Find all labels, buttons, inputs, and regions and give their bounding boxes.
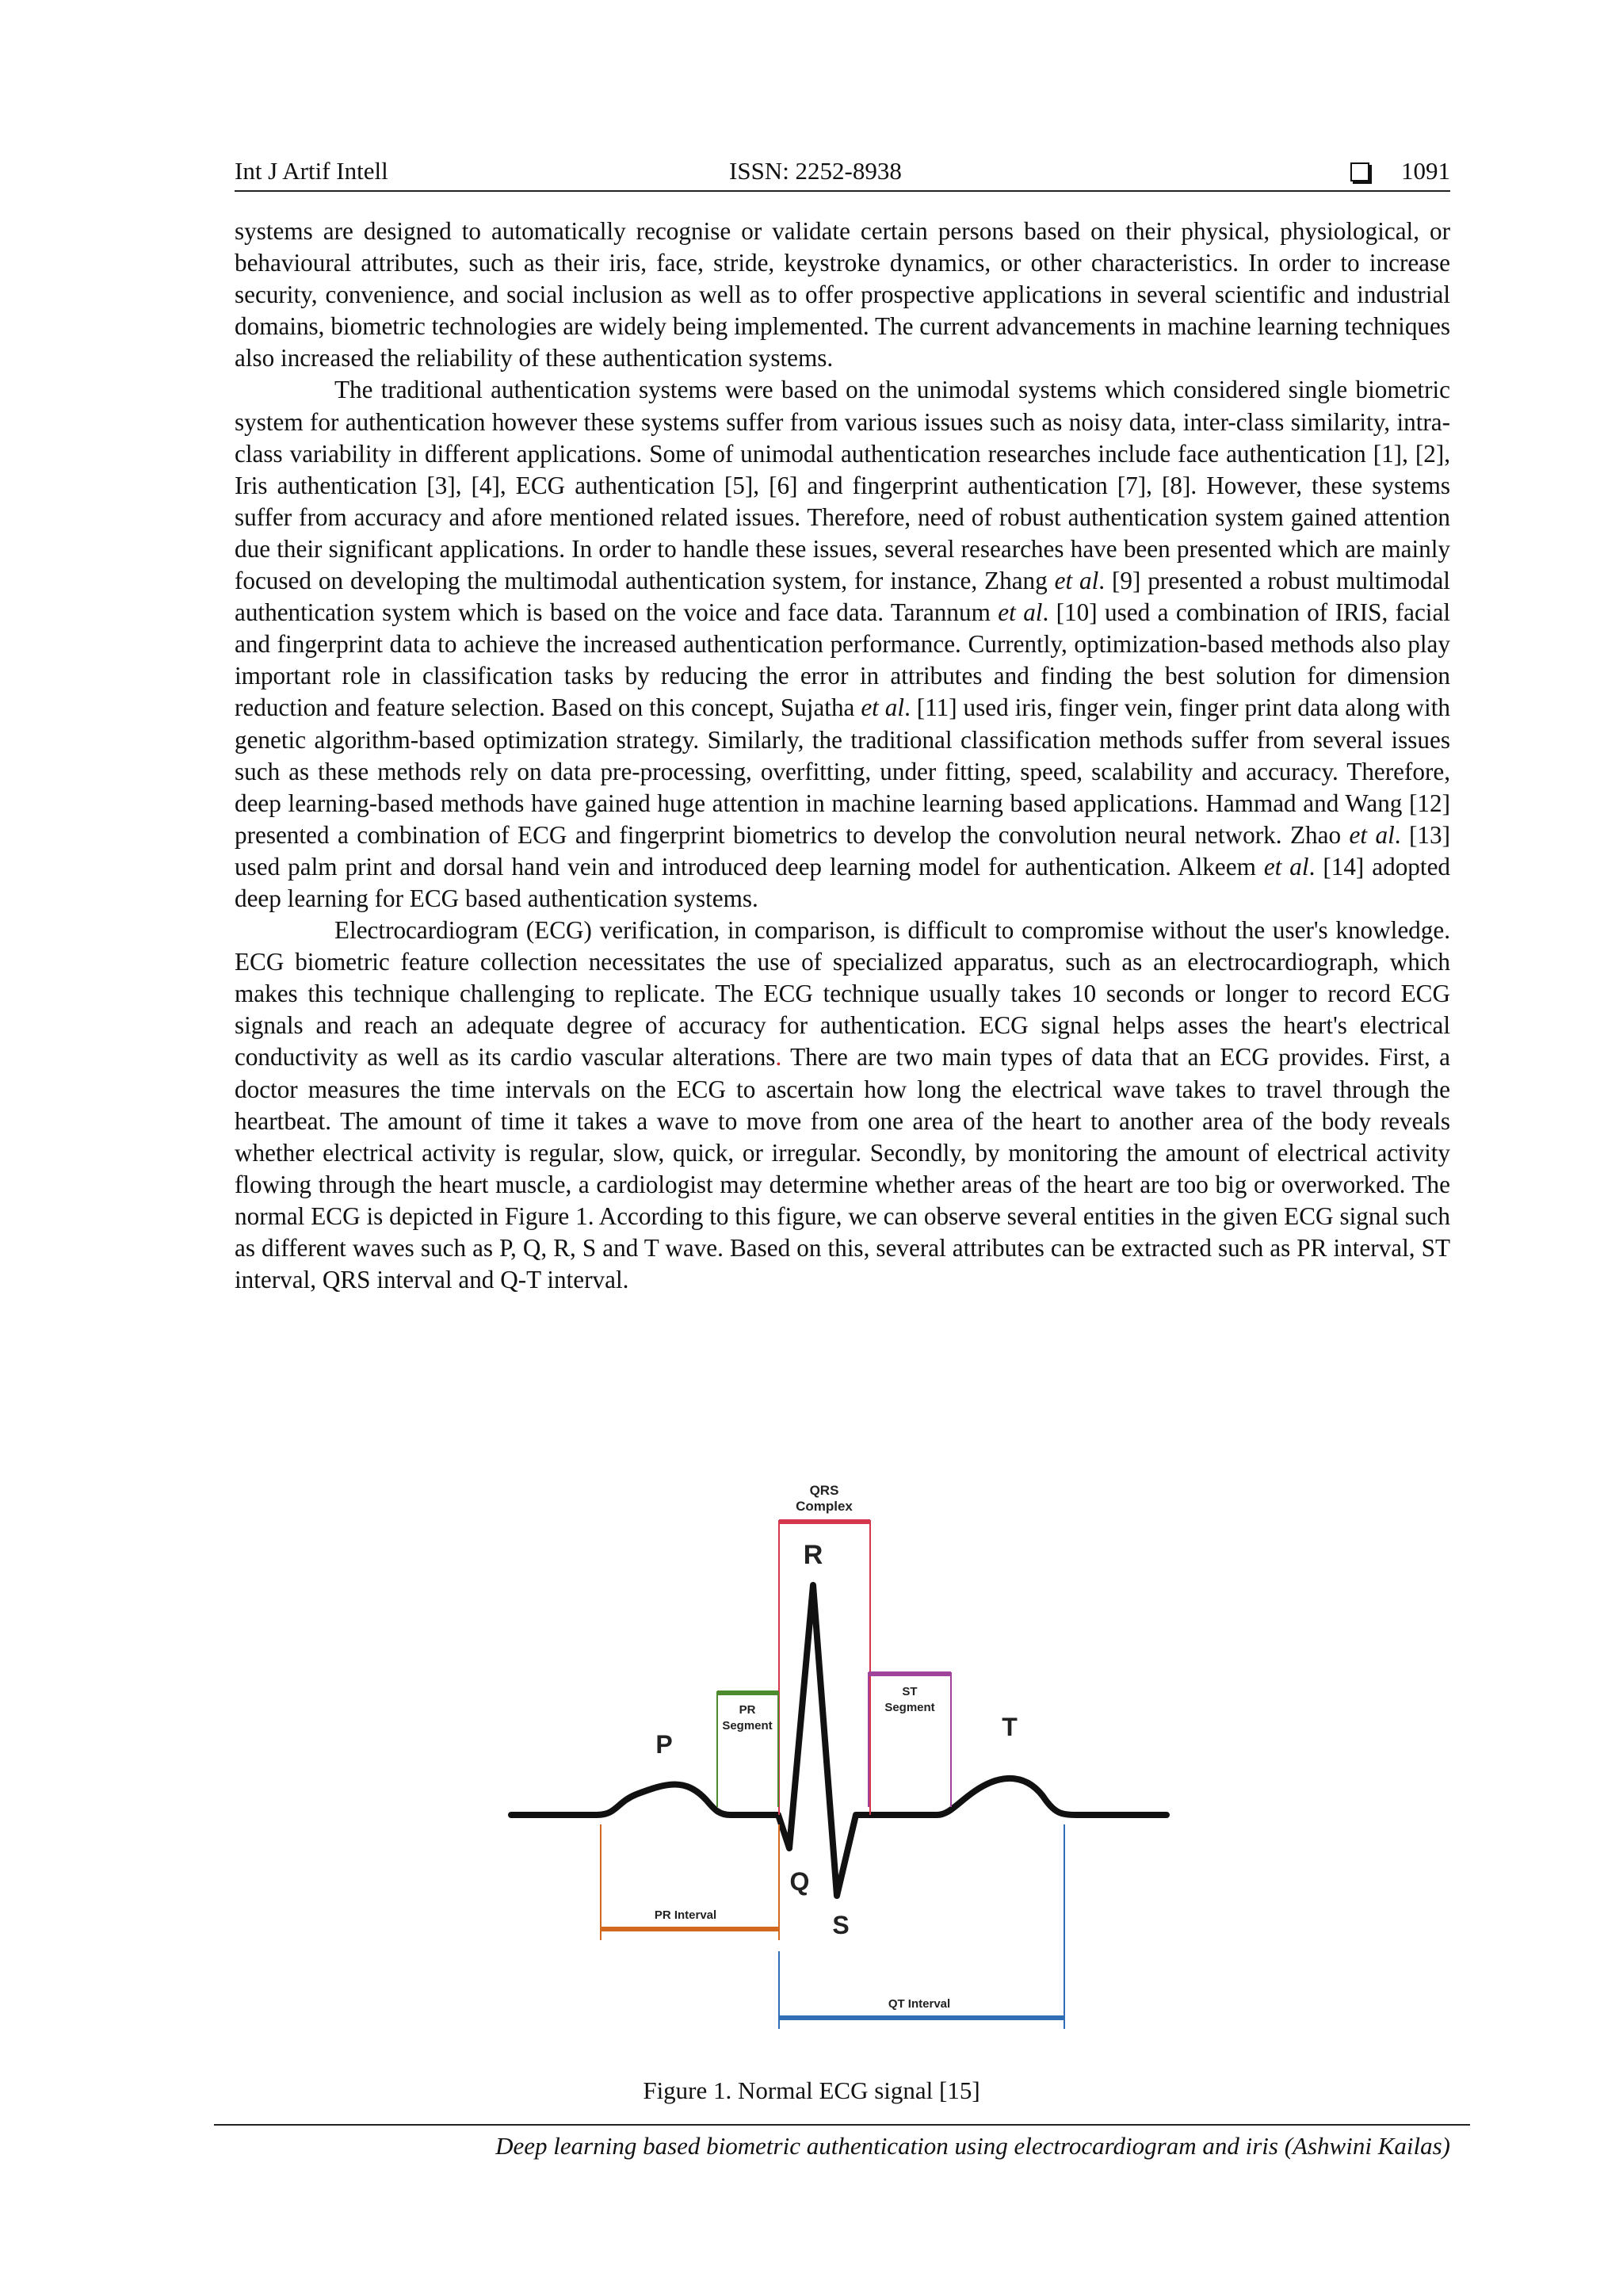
et-al: et al bbox=[861, 693, 905, 722]
st-segment-label-line1: ST bbox=[902, 1685, 918, 1698]
figure-caption: Figure 1. Normal ECG signal [15] bbox=[643, 2076, 980, 2104]
p-wave-label: P bbox=[655, 1730, 673, 1759]
t-wave-label: T bbox=[1002, 1713, 1018, 1741]
et-al: et al bbox=[1263, 852, 1309, 881]
paragraph-3-text: Electrocardiogram (ECG) verification, in comparison, is difficult to compromise without the user's knowledge. ECG biometric feature collection necessitates the use of specialized apparatus, such as an electrocardiograph, which makes this technique challenging to replicate. The ECG technique usually takes 10 seconds or longer to record ECG signals and reach an adequate degree of accuracy for authentication. ECG signal helps asses the heart's electrical conductivity as well as its cardio vascular alterations bbox=[235, 916, 1450, 1072]
paragraph-2-text: . [10] used a combination of IRIS, facial and fingerprint data to achieve the increased authentication performance. Currently, optimization-based methods also play important role in classification tasks by reducing the error in attributes and finding the best solution for dimension reduction and feature selection. Based on this concept, Sujatha bbox=[235, 598, 1450, 722]
et-al: et al bbox=[1349, 820, 1395, 849]
qrs-label-line1: QRS bbox=[809, 1483, 839, 1498]
paragraph-3-text: There are two main types of data that an ECG provides. First, a doctor measures the time intervals on the ECG to ascertain how long the electrical wave takes to travel through the heartbeat. The amount of time it takes a wave to move from one area of the heart to another area of the body reveals whether electrical activity is regular, slow, quick, or irregular. Secondly, by monitoring the amount of electrical activity flowing through the heart muscle, a cardiologist may determine whether areas of the heart are too big or overworked. The normal ECG is depicted in Figure 1. According to this figure, we can observe several entities in the given ECG signal such as different waves such as P, Q, R, S and T wave. Based on this, several attributes can be extracted such as PR interval, ST interval, QRS interval and Q-T interval. bbox=[235, 1043, 1450, 1294]
qrs-label-line2: Complex bbox=[796, 1499, 853, 1514]
st-segment-label-line2: Segment bbox=[884, 1701, 935, 1714]
paragraph-1: systems are designed to automatically recognise or validate certain persons based on their physical, physiological, or behavioural attributes, such as their iris, face, stride, keystroke dynamics, or other characteristics. In order to increase security, convenience, and social inclusion as well as to offer prospective applications in several scientific and industrial domains, biometric technologies are widely being implemented. The current advancements in machine learning techniques also increased the reliability of these authentication systems. bbox=[235, 217, 1450, 372]
paragraph-2-text: The traditional authentication systems were based on the unimodal systems which considered single biometric system for authentication however these systems suffer from various issues such as noisy data, inter-class similarity, intra-class variability in different applications. Some of unimodal authentication researches include face authentication [1], [2], Iris authentication [3], [4], ECG authentication [5], [6] and fingerprint authentication [7], [8]. However, these systems suffer from accuracy and afore mentioned related issues. Therefore, need of robust authentication system gained attention due their significant applications. In order to handle these issues, several researches have been presented which are mainly focused on developing the multimodal authentication system, for instance, Zhang bbox=[235, 376, 1450, 595]
et-al: et al bbox=[998, 598, 1043, 627]
pr-segment-label-line1: PR bbox=[739, 1703, 756, 1717]
paragraph-2-text: . [13] used palm print and dorsal hand vein and introduced deep learning model for authentication. Alkeem bbox=[235, 820, 1450, 881]
pr-segment-label-line2: Segment bbox=[722, 1719, 773, 1733]
running-footer: Deep learning based biometric authentication using electrocardiogram and iris (Ashwini Kailas) bbox=[495, 2132, 1450, 2160]
square-bullet-icon bbox=[1350, 162, 1369, 181]
ecg-diagram bbox=[507, 1482, 1189, 2069]
page-number: 1091 bbox=[1401, 157, 1450, 185]
page-header bbox=[235, 154, 1450, 192]
et-al: et al bbox=[1054, 567, 1099, 595]
paragraph-3 bbox=[235, 915, 1450, 1296]
ecg-trace bbox=[511, 1585, 1167, 1896]
footer-rule bbox=[214, 2124, 1470, 2126]
paragraph-2-text: . [11] used iris, finger vein, finger print data along with genetic algorithm-based optimization strategy. Similarly, the traditional classification methods suffer from several issues such as these methods rely on data pre-processing, overfitting, under fitting, speed, scalability and accuracy. Therefore, deep learning-based methods have gained huge attention in machine learning based applications. Hammad and Wang [12] presented a combination of ECG and fingerprint biometrics to develop the convolution neural network. Zhao bbox=[235, 693, 1450, 849]
paragraph-2-text: . [9] presented a robust multimodal authentication system which is based on the voice and face data. Tarannum bbox=[235, 567, 1450, 627]
ecg-figure bbox=[507, 1482, 1189, 2069]
r-wave-label: R bbox=[803, 1540, 823, 1570]
s-wave-label: S bbox=[832, 1911, 850, 1939]
paragraph-2-text: . [14] adopted deep learning for ECG based authentication systems. bbox=[235, 852, 1451, 912]
red-period: . bbox=[775, 1043, 782, 1072]
qt-interval-label: QT Interval bbox=[888, 1997, 951, 2011]
page-number-group bbox=[1350, 157, 1450, 185]
pr-interval-label: PR Interval bbox=[654, 1908, 717, 1922]
q-wave-label: Q bbox=[789, 1867, 810, 1896]
body-text bbox=[235, 216, 1450, 1296]
journal-name: Int J Artif Intell bbox=[235, 157, 388, 185]
paragraph-2 bbox=[235, 374, 1450, 915]
issn: ISSN: 2252-8938 bbox=[729, 157, 902, 185]
